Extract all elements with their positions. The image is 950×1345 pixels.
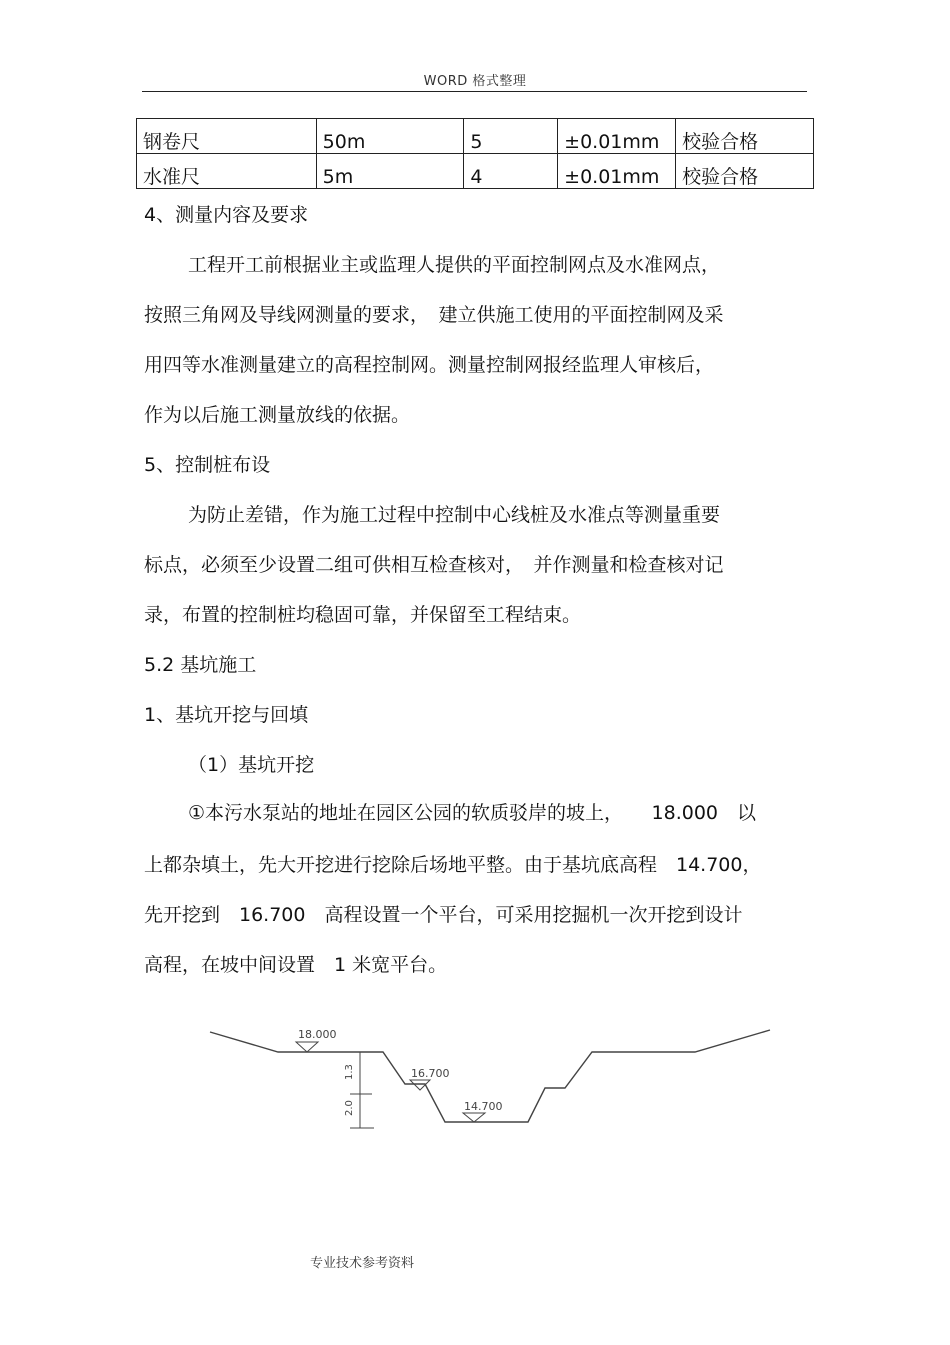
- elevation-label-mid: 16.700: [411, 1067, 450, 1080]
- table-cell: 50m: [316, 119, 464, 154]
- excavation-profile-diagram: [0, 1010, 950, 1150]
- paragraph-line: 作为以后施工测量放线的依据。: [144, 404, 411, 426]
- subsection-heading: （1）基坑开挖: [188, 754, 315, 776]
- equipment-table: [136, 118, 814, 189]
- table-cell: 校验合格: [676, 154, 814, 189]
- dimension-label-lower: 2.0: [344, 1100, 355, 1116]
- section-heading-measure: 4、测量内容及要求: [144, 204, 309, 226]
- table-cell: 4: [464, 154, 558, 189]
- paragraph-line: 工程开工前根据业主或监理人提供的平面控制网点及水准网点，: [188, 254, 721, 276]
- table-cell: ±0.01mm: [558, 154, 676, 189]
- paragraph-line: 用四等水准测量建立的高程控制网。测量控制网报经监理人审核后，: [144, 354, 715, 376]
- table-cell: 5m: [316, 154, 464, 189]
- paragraph-line: 录，布置的控制桩均稳固可靠，并保留至工程结束。: [144, 604, 582, 626]
- table-cell: ±0.01mm: [558, 119, 676, 154]
- section-heading-pit: 5.2 基坑施工: [144, 654, 257, 676]
- table-cell: 5: [464, 119, 558, 154]
- paragraph-line: 高程，在坡中间设置 1 米宽平台。: [144, 954, 448, 976]
- table-cell: 水准尺: [137, 154, 317, 189]
- table-cell: 校验合格: [676, 119, 814, 154]
- elevation-marker-icon: [296, 1042, 318, 1052]
- elevation-label-top: 18.000: [298, 1028, 337, 1041]
- paragraph-line: ①本污水泵站的地址在园区公园的软质驳岸的坡上， 18.000 以: [188, 802, 757, 824]
- section-heading-stake: 5、控制桩布设: [144, 454, 271, 476]
- paragraph-line: 按照三角网及导线网测量的要求， 建立供施工使用的平面控制网及采: [144, 304, 724, 326]
- header-divider: [142, 91, 807, 92]
- table-cell: 钢卷尺: [137, 119, 317, 154]
- paragraph-line: 为防止差错，作为施工过程中控制中心线桩及水准点等测量重要: [188, 504, 721, 526]
- section-heading-excavate: 1、基坑开挖与回填: [144, 704, 309, 726]
- table-row: [137, 154, 814, 189]
- paragraph-line: 先开挖到 16.700 高程设置一个平台，可采用挖掘机一次开挖到设计: [144, 904, 743, 926]
- header-title: WORD 格式整理: [423, 74, 527, 89]
- dimension-label-upper: 1.3: [344, 1064, 355, 1080]
- elevation-marker-icon: [463, 1113, 485, 1122]
- table-row: [137, 119, 814, 154]
- elevation-label-bottom: 14.700: [464, 1100, 503, 1113]
- paragraph-line: 标点，必须至少设置二组可供相互检查核对， 并作测量和检查核对记: [144, 554, 724, 576]
- paragraph-line: 上都杂填土，先大开挖进行挖除后场地平整。由于基坑底高程 14.700，: [144, 854, 762, 876]
- page-footer: 专业技术参考资料: [310, 1256, 415, 1271]
